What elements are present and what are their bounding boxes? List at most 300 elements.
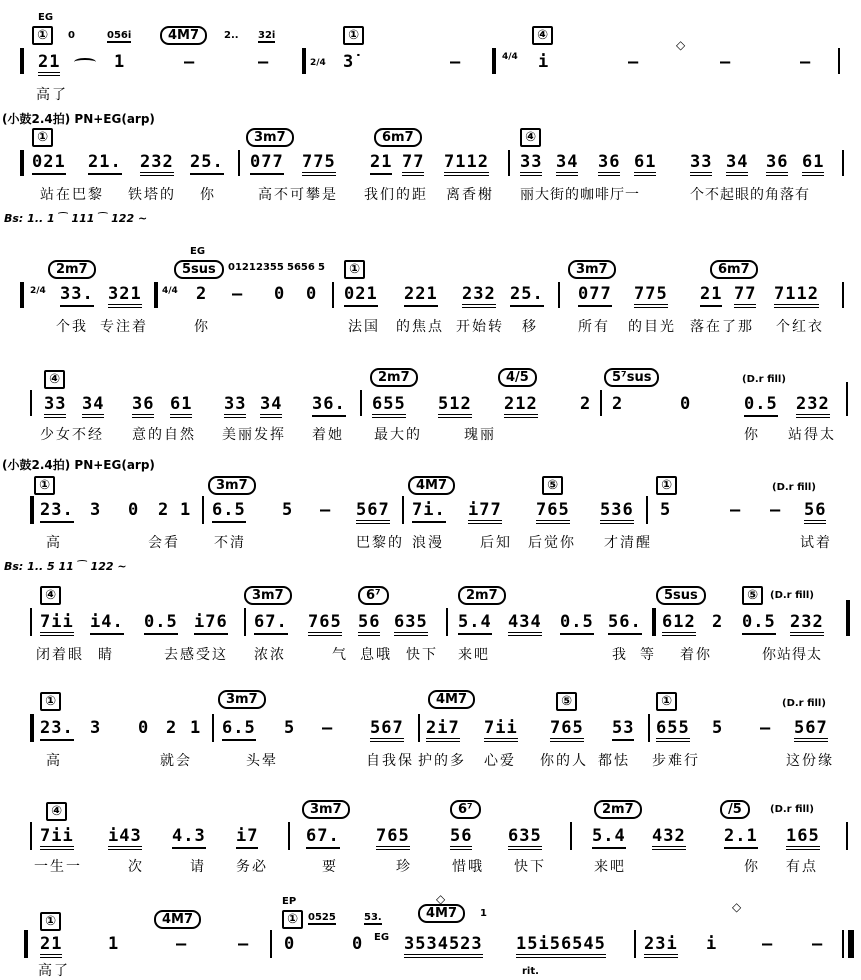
lyric: 浓浓 <box>254 647 286 663</box>
instrument-tag: EG <box>190 246 206 257</box>
instrument-tag: EP <box>282 896 297 907</box>
note-group: 6.5 <box>222 718 256 741</box>
note-group: 7112 <box>444 152 489 176</box>
chord-symbol: ④ <box>46 802 67 821</box>
lyric: 请 <box>190 859 206 875</box>
chord-symbol: 2m7 <box>370 368 418 387</box>
lyric: 后觉你 <box>528 535 576 551</box>
time-signature: 4/4 <box>162 286 178 296</box>
lyric: 气 <box>332 647 348 663</box>
small-note: 5 <box>318 262 325 273</box>
note-group: 0 <box>680 394 692 414</box>
lyric: 你 <box>194 319 210 335</box>
barline <box>838 48 840 74</box>
lyric: 务必 <box>236 859 268 875</box>
lyric: 这份缘 <box>786 753 834 769</box>
lyric: 意的自然 <box>132 427 196 443</box>
barline <box>558 282 560 308</box>
system-1 <box>0 0 861 110</box>
chord-symbol: 5⁷sus <box>604 368 659 387</box>
chord-symbol: 3m7 <box>218 690 266 709</box>
barline <box>446 608 448 636</box>
lyric: 巴黎的 <box>356 535 404 551</box>
note-group: 5 <box>282 500 294 520</box>
note-group: – <box>730 500 742 520</box>
chord-symbol: ① <box>343 26 364 45</box>
barline <box>570 822 572 850</box>
lyric: 珍 <box>396 859 412 875</box>
note-group: 635 <box>394 612 428 636</box>
chord-symbol: ① <box>656 692 677 711</box>
time-signature: 2/4 <box>310 58 326 68</box>
lyric: 着你 <box>680 647 712 663</box>
lyric: 你的人 <box>540 753 588 769</box>
barline <box>402 496 404 524</box>
chord-symbol: 6⁷ <box>358 586 389 605</box>
lyric: 丽大街的咖啡厅一 <box>520 187 640 203</box>
lyric: 才清醒 <box>604 535 652 551</box>
note-group: 0.5 <box>144 612 178 635</box>
chord-symbol: 4M7 <box>408 476 455 495</box>
chord-symbol: 3m7 <box>244 586 292 605</box>
note-group: 536 <box>600 500 634 524</box>
barline <box>154 282 158 308</box>
note-group: 3 <box>90 718 102 738</box>
chord-symbol: ① <box>40 692 61 711</box>
chord-symbol: 4M7 <box>160 26 207 45</box>
note-group: 765 <box>536 500 570 524</box>
lyric: 所有 <box>578 319 610 335</box>
chord-symbol: 4M7 <box>418 904 465 923</box>
lyric: 少女不经 <box>40 427 104 443</box>
note-group: 7i. <box>412 500 446 523</box>
lyric: 你 <box>744 427 760 443</box>
note-group: 2 <box>712 612 724 632</box>
note-group: 612 <box>662 612 696 636</box>
lyric: 头晕 <box>246 753 278 769</box>
note-group: 21. <box>88 152 122 175</box>
small-note: 53. <box>364 912 382 923</box>
system-5 <box>0 456 861 586</box>
lyric: 站在巴黎 <box>40 187 104 203</box>
barline <box>202 496 204 524</box>
tie <box>74 58 96 66</box>
note-group: 212 <box>504 394 538 418</box>
chord-symbol: 3m7 <box>208 476 256 495</box>
note-group: 77 <box>734 284 756 308</box>
note-group: 7112 <box>774 284 819 308</box>
note-group: 232 <box>796 394 830 418</box>
final-barline <box>848 930 854 958</box>
note-group: 34 <box>260 394 282 418</box>
note-group: 67. <box>306 826 340 849</box>
chord-symbol: ① <box>34 476 55 495</box>
note-group: 21 <box>370 152 392 175</box>
lyric: 个我 <box>56 319 88 335</box>
note-group: 635 <box>508 826 542 850</box>
note-group: i77 <box>468 500 502 524</box>
note-group: 0 <box>284 934 296 954</box>
small-note: 0 <box>68 30 75 41</box>
note-group: – <box>238 934 250 954</box>
note-group: 3 <box>90 500 102 520</box>
chord-symbol: 3m7 <box>246 128 294 147</box>
note-group: 765 <box>376 826 410 850</box>
lyric: 你 <box>200 187 216 203</box>
fermata-icon: ◇ <box>436 892 446 906</box>
barline <box>244 608 246 636</box>
note-group: 765 <box>308 612 342 636</box>
note-group: 4.3 <box>172 826 206 849</box>
note-group: – <box>258 52 270 72</box>
barline <box>212 714 214 742</box>
lyric: 要 <box>322 859 338 875</box>
chord-symbol: 5sus <box>174 260 224 279</box>
lyric: 不清 <box>214 535 246 551</box>
note-group: i4. <box>90 612 124 635</box>
lyric: 法国 <box>348 319 380 335</box>
note-group: i7 <box>236 826 258 849</box>
chord-symbol: ① <box>282 910 303 929</box>
note-group: 36 <box>766 152 788 176</box>
lyric: 心爱 <box>484 753 516 769</box>
lyric: 高不可攀是 <box>258 187 338 203</box>
drum-fill-tag: (D.r fill) <box>770 590 814 601</box>
chord-symbol: 2m7 <box>594 800 642 819</box>
lyric: 会看 <box>148 535 180 551</box>
note-group: 077 <box>250 152 284 175</box>
note-group: 232 <box>790 612 824 636</box>
section-header: (小鼓2.4拍) PN+EG(arp) <box>2 112 155 126</box>
lyric: 的目光 <box>628 319 676 335</box>
note-group: 23. <box>40 500 74 523</box>
lyric: 高 <box>46 753 62 769</box>
note-group: 33 <box>224 394 246 418</box>
note-group: 34 <box>82 394 104 418</box>
system-9 <box>0 892 861 979</box>
note-group: 1 <box>180 500 192 520</box>
note-group: 3̇ <box>343 52 355 72</box>
chord-symbol: ⑤ <box>556 692 577 711</box>
barline <box>20 282 24 308</box>
barline <box>332 282 334 308</box>
note-group: 0 <box>274 284 286 304</box>
barline <box>288 822 290 850</box>
note-group: 56 <box>358 612 380 636</box>
instrument-tag: EG <box>374 932 390 943</box>
lyric: 息哦 <box>360 647 392 663</box>
lyric: 高了 <box>38 963 70 979</box>
note-group: 434 <box>508 612 542 636</box>
note-group: – <box>760 718 772 738</box>
note-group: 655 <box>656 718 690 742</box>
barline <box>842 282 844 308</box>
chord-symbol: ⑤ <box>742 586 763 605</box>
note-group: 765 <box>550 718 584 742</box>
note-group: 321 <box>108 284 142 308</box>
barline <box>508 150 510 176</box>
lyric: 铁塔的 <box>128 187 176 203</box>
note-group: 2 <box>196 284 208 304</box>
chord-symbol: 6m7 <box>374 128 422 147</box>
drum-fill-tag: (D.r fill) <box>742 374 786 385</box>
note-group: 25. <box>510 284 544 307</box>
chord-symbol: 4/5 <box>498 368 537 387</box>
chord-symbol: ④ <box>520 128 541 147</box>
lyric: 等 <box>640 647 656 663</box>
note-group: 2 <box>580 394 592 414</box>
note-group: 1 <box>190 718 202 738</box>
note-group: – <box>320 500 332 520</box>
note-group: 34 <box>556 152 578 176</box>
lyric: 自我保 <box>366 753 414 769</box>
chord-symbol: 4M7 <box>154 910 201 929</box>
lyric: 瑰丽 <box>464 427 496 443</box>
note-group: 56 <box>804 500 826 524</box>
note-group: 5 <box>712 718 724 738</box>
barline <box>302 48 306 74</box>
lyric: 有点 <box>786 859 818 875</box>
barline <box>20 48 24 74</box>
note-group: 61 <box>634 152 656 176</box>
small-note: 2355 <box>256 262 284 273</box>
barline <box>360 390 362 416</box>
note-group: 0.5 <box>744 394 778 417</box>
lyric: 你站得太 <box>762 647 822 663</box>
note-group: 775 <box>634 284 668 308</box>
small-note: 0525 <box>308 912 336 923</box>
system-7 <box>0 690 861 790</box>
lyric: 快下 <box>514 859 546 875</box>
note-group: 432 <box>652 826 686 850</box>
note-group: – <box>184 52 196 72</box>
chord-symbol: 3m7 <box>302 800 350 819</box>
barline <box>30 390 32 416</box>
note-group: 36 <box>132 394 154 418</box>
note-group: 512 <box>438 394 472 418</box>
note-group: – <box>322 718 334 738</box>
note-group: 0.5 <box>560 612 594 635</box>
small-note: 056i <box>107 30 132 41</box>
note-group: 61 <box>802 152 824 176</box>
note-group: 655 <box>372 394 406 418</box>
note-group: 77 <box>402 152 424 176</box>
system-6 <box>0 586 861 686</box>
note-group: 7ii <box>40 612 74 636</box>
note-group: 2 <box>612 394 624 414</box>
note-group: 0 <box>352 934 364 954</box>
note-group: 33 <box>690 152 712 176</box>
barline <box>652 608 656 636</box>
lyric: 高 <box>46 535 62 551</box>
fermata-icon: ◇ <box>676 38 686 52</box>
note-group: i <box>538 52 550 72</box>
note-group: 3534523 <box>404 934 483 958</box>
lyric: 专注着 <box>100 319 148 335</box>
chord-symbol: 2m7 <box>48 260 96 279</box>
chord-symbol: /5 <box>720 800 750 819</box>
barline <box>846 382 848 416</box>
barline <box>30 608 32 636</box>
note-group: – <box>812 934 824 954</box>
note-group: 53 <box>612 718 634 741</box>
barline <box>646 496 648 524</box>
note-group: 077 <box>578 284 612 307</box>
lyric: 站得太 <box>788 427 836 443</box>
note-group: 61 <box>170 394 192 418</box>
drum-fill-tag: (D.r fill) <box>772 482 816 493</box>
lyric: 一生一 <box>34 859 82 875</box>
lyric: 移 <box>522 319 538 335</box>
final-barline <box>842 930 844 958</box>
note-group: – <box>770 500 782 520</box>
time-signature: 2/4 <box>30 286 46 296</box>
system-4 <box>0 356 861 452</box>
note-group: – <box>628 52 640 72</box>
system-2 <box>0 106 861 236</box>
note-group: 0 <box>128 500 140 520</box>
fermata-icon: ◇ <box>732 900 742 914</box>
bass-line: Bs: 1.. 5 11 ⁀ 122 ~ <box>4 560 127 573</box>
note-group: 6.5 <box>212 500 246 523</box>
chord-symbol: 3m7 <box>568 260 616 279</box>
barline <box>20 150 24 176</box>
small-note: 32i <box>258 30 276 41</box>
lyric: 闭着眼 <box>36 647 84 663</box>
lyric: 我 <box>612 647 628 663</box>
barline <box>238 150 240 176</box>
lyric: 来吧 <box>458 647 490 663</box>
chord-symbol: ① <box>32 128 53 147</box>
barline <box>30 714 34 742</box>
chord-symbol: 6m7 <box>710 260 758 279</box>
chord-symbol: 4M7 <box>428 690 475 709</box>
note-group: 567 <box>356 500 390 524</box>
note-group: 5.4 <box>458 612 492 635</box>
chord-symbol: ⑤ <box>542 476 563 495</box>
note-group: 567 <box>794 718 828 742</box>
note-group: – <box>762 934 774 954</box>
barline <box>842 150 844 176</box>
lyric: 你 <box>744 859 760 875</box>
lyric: 睛 <box>98 647 114 663</box>
lyric: 步难行 <box>652 753 700 769</box>
barline <box>30 496 34 524</box>
time-signature: 4/4 <box>502 52 518 62</box>
chord-symbol: ① <box>32 26 53 45</box>
lyric: 美丽发挥 <box>222 427 286 443</box>
note-group: 23i <box>644 934 678 958</box>
note-group: i76 <box>194 612 228 635</box>
barline <box>846 822 848 850</box>
note-group: – <box>450 52 462 72</box>
note-group: 021 <box>344 284 378 307</box>
note-group: 36 <box>598 152 620 176</box>
system-8 <box>0 796 861 892</box>
lyric: 落在了那 <box>690 319 754 335</box>
lyric: 快下 <box>406 647 438 663</box>
note-group: 67. <box>254 612 288 635</box>
note-group: i43 <box>108 826 142 850</box>
small-note: 5656 <box>287 262 315 273</box>
barline <box>634 930 636 958</box>
note-group: 0 <box>138 718 150 738</box>
chord-symbol: ④ <box>40 586 61 605</box>
drum-fill-tag: (D.r fill) <box>782 698 826 709</box>
note-group: 7ii <box>40 826 74 850</box>
note-group: i <box>706 934 718 954</box>
note-group: 15i56545 <box>516 934 606 958</box>
note-group: 567 <box>370 718 404 742</box>
note-group: 21 <box>700 284 722 307</box>
lyric: 惜哦 <box>452 859 484 875</box>
section-header: (小鼓2.4拍) PN+EG(arp) <box>2 458 155 472</box>
lyric: 就会 <box>160 753 192 769</box>
note-group: 21 <box>40 934 62 958</box>
note-group: – <box>176 934 188 954</box>
note-group: – <box>232 284 244 304</box>
lyric: 都怯 <box>598 753 630 769</box>
note-group: 5 <box>660 500 672 520</box>
note-group: 33 <box>44 394 66 418</box>
lyric: 离香榭 <box>446 187 494 203</box>
note-group: 33. <box>60 284 94 307</box>
chord-symbol: 6⁷ <box>450 800 481 819</box>
note-group: 1 <box>114 52 126 72</box>
lyric: 去感受这 <box>164 647 228 663</box>
bass-line: Bs: 1.. 1 ⁀ 111 ⁀ 122 ~ <box>4 212 148 225</box>
note-group: 23. <box>40 718 74 741</box>
note-group: 56. <box>608 612 642 635</box>
note-group: 2 <box>166 718 178 738</box>
lyric: 次 <box>128 859 144 875</box>
lyric: 试着 <box>800 535 832 551</box>
chord-symbol: ④ <box>532 26 553 45</box>
chord-symbol: ① <box>656 476 677 495</box>
lyric: 浪漫 <box>412 535 444 551</box>
barline <box>600 390 602 416</box>
lyric: 的焦点 <box>396 319 444 335</box>
note-group: 56 <box>450 826 472 850</box>
note-group: 2.1 <box>724 826 758 849</box>
barline <box>270 930 272 958</box>
note-group: 165 <box>786 826 820 850</box>
lyric: 着她 <box>312 427 344 443</box>
note-group: 1 <box>108 934 120 954</box>
small-note: 0121 <box>228 262 256 273</box>
barline <box>846 600 850 636</box>
chord-symbol: 5sus <box>656 586 706 605</box>
lyric: 个红衣 <box>776 319 824 335</box>
lyric: 护的多 <box>418 753 466 769</box>
note-group: 7ii <box>484 718 518 742</box>
note-group: 021 <box>32 152 66 175</box>
note-group: 0 <box>306 284 318 304</box>
note-group: 0.5 <box>742 612 776 635</box>
note-group: 775 <box>302 152 336 176</box>
note-group: 2i7 <box>426 718 460 742</box>
note-group: – <box>720 52 732 72</box>
barline <box>30 822 32 850</box>
lyric: 后知 <box>480 535 512 551</box>
barline <box>492 48 496 74</box>
system-3 <box>0 246 861 346</box>
lyric: 最大的 <box>374 427 422 443</box>
note-group: 5.4 <box>592 826 626 849</box>
drum-fill-tag: (D.r fill) <box>770 804 814 815</box>
lyric: 来吧 <box>594 859 626 875</box>
note-group: 33 <box>520 152 542 176</box>
